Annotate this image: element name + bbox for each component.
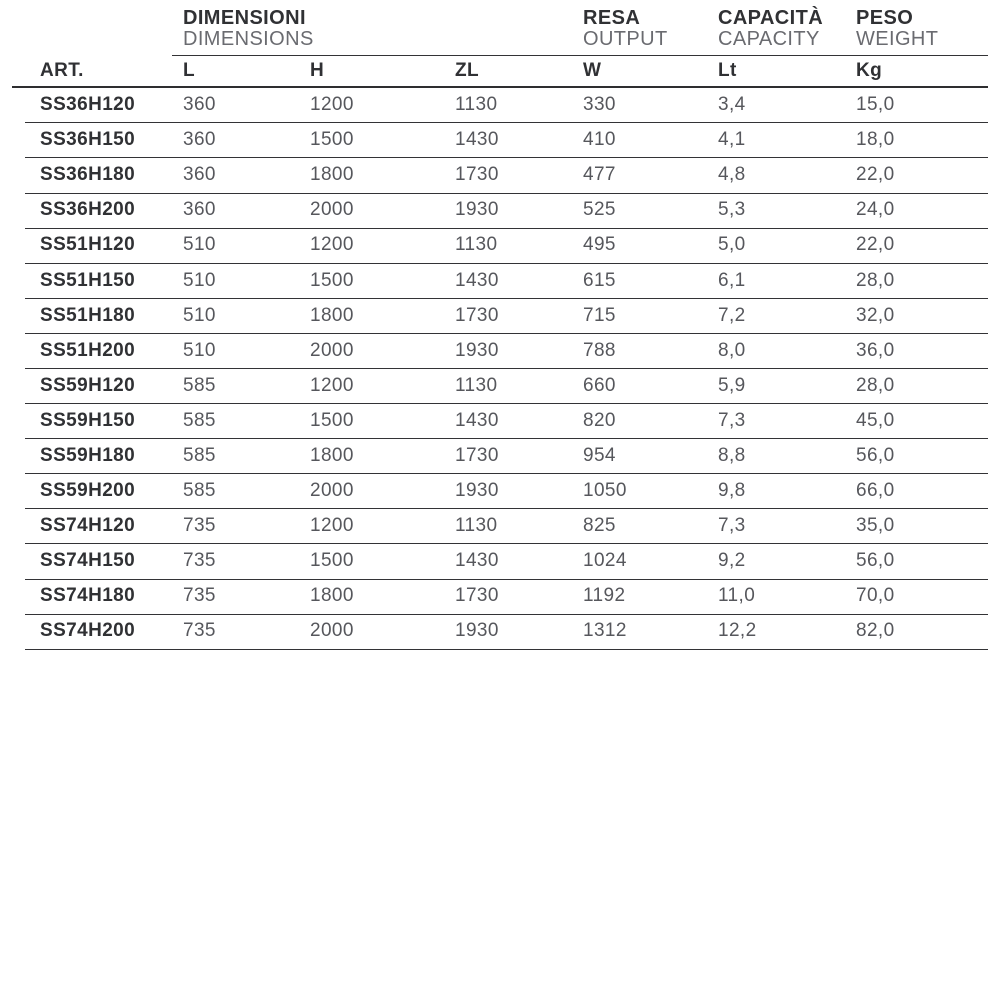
value-cell: 1430 <box>455 269 499 291</box>
value-cell: 1430 <box>455 409 499 431</box>
article-code: SS36H200 <box>40 199 136 221</box>
article-code: SS74H180 <box>40 585 136 607</box>
value-cell: 82,0 <box>856 620 895 642</box>
column-header-row <box>0 56 988 86</box>
value-cell: 1130 <box>455 515 498 537</box>
article-code: SS74H200 <box>40 620 136 642</box>
table-row <box>0 509 988 544</box>
value-cell: 360 <box>183 164 216 186</box>
value-cell: 360 <box>183 129 216 151</box>
value-cell: 660 <box>583 374 616 396</box>
column-header-zl: ZL <box>455 59 480 81</box>
value-cell: 410 <box>583 129 616 151</box>
value-cell: 22,0 <box>856 234 895 256</box>
value-cell: 8,0 <box>718 339 746 361</box>
value-cell: 11,0 <box>718 585 756 607</box>
table-body <box>0 88 988 650</box>
value-cell: 45,0 <box>856 409 895 431</box>
value-cell: 1024 <box>583 550 627 572</box>
table-row <box>0 438 988 473</box>
column-header-h: H <box>310 59 325 81</box>
group-label-it: PESO <box>856 7 914 29</box>
value-cell: 1200 <box>310 94 354 116</box>
value-cell: 1130 <box>455 374 498 396</box>
value-cell: 1312 <box>583 620 627 642</box>
value-cell: 3,4 <box>718 94 746 116</box>
value-cell: 954 <box>583 444 616 466</box>
group-header-weight <box>856 8 988 55</box>
value-cell: 510 <box>183 269 216 291</box>
value-cell: 525 <box>583 199 616 221</box>
value-cell: 12,2 <box>718 620 757 642</box>
value-cell: 56,0 <box>856 444 895 466</box>
value-cell: 735 <box>183 515 216 537</box>
article-code: SS59H200 <box>40 480 136 502</box>
value-cell: 1192 <box>583 585 626 607</box>
group-header-dimensions <box>183 8 583 55</box>
value-cell: 1500 <box>310 129 354 151</box>
article-code: SS74H150 <box>40 550 136 572</box>
value-cell: 2000 <box>310 480 354 502</box>
value-cell: 330 <box>583 94 616 116</box>
table-row <box>0 614 988 649</box>
value-cell: 1730 <box>455 304 499 326</box>
value-cell: 585 <box>183 374 216 396</box>
article-code: SS74H120 <box>40 515 136 537</box>
value-cell: 6,1 <box>718 269 746 291</box>
value-cell: 1200 <box>310 515 354 537</box>
value-cell: 510 <box>183 339 216 361</box>
table-row <box>0 193 988 228</box>
value-cell: 24,0 <box>856 199 895 221</box>
table-row <box>0 88 988 123</box>
column-header-w: W <box>583 59 602 81</box>
value-cell: 5,9 <box>718 374 746 396</box>
value-cell: 2000 <box>310 199 354 221</box>
value-cell: 9,2 <box>718 550 746 572</box>
article-code: SS36H150 <box>40 129 136 151</box>
table-row <box>0 123 988 158</box>
article-code: SS51H200 <box>40 339 136 361</box>
value-cell: 8,8 <box>718 444 746 466</box>
group-label-it: CAPACITÀ <box>718 7 824 29</box>
value-cell: 1130 <box>455 94 498 116</box>
value-cell: 5,0 <box>718 234 746 256</box>
article-code: SS59H180 <box>40 444 136 466</box>
column-header-l: L <box>183 59 196 81</box>
table-row <box>0 263 988 298</box>
group-label-en: OUTPUT <box>583 28 668 50</box>
value-cell: 1500 <box>310 409 354 431</box>
group-header-capacity <box>718 8 856 55</box>
article-code: SS51H120 <box>40 234 136 256</box>
value-cell: 1500 <box>310 550 354 572</box>
article-code: SS59H120 <box>40 374 136 396</box>
value-cell: 56,0 <box>856 550 895 572</box>
value-cell: 585 <box>183 409 216 431</box>
value-cell: 32,0 <box>856 304 895 326</box>
group-label-it: DIMENSIONI <box>183 7 306 29</box>
value-cell: 9,8 <box>718 480 746 502</box>
value-cell: 1730 <box>455 444 499 466</box>
value-cell: 1800 <box>310 444 354 466</box>
value-cell: 360 <box>183 94 216 116</box>
value-cell: 510 <box>183 234 216 256</box>
group-header-output <box>583 8 718 55</box>
article-code: SS59H150 <box>40 409 136 431</box>
value-cell: 18,0 <box>856 129 895 151</box>
value-cell: 510 <box>183 304 216 326</box>
value-cell: 495 <box>583 234 616 256</box>
value-cell: 28,0 <box>856 374 895 396</box>
article-code: SS51H180 <box>40 304 136 326</box>
value-cell: 28,0 <box>856 269 895 291</box>
table-row <box>0 158 988 193</box>
group-label-en: DIMENSIONS <box>183 28 314 50</box>
value-cell: 715 <box>583 304 616 326</box>
value-cell: 7,2 <box>718 304 746 326</box>
group-label-en: CAPACITY <box>718 28 820 50</box>
value-cell: 35,0 <box>856 515 895 537</box>
value-cell: 615 <box>583 269 616 291</box>
value-cell: 1730 <box>455 585 499 607</box>
value-cell: 1200 <box>310 234 354 256</box>
column-header-lt: Lt <box>718 59 737 81</box>
value-cell: 1200 <box>310 374 354 396</box>
value-cell: 1800 <box>310 304 354 326</box>
table-row <box>0 544 988 579</box>
table-row <box>0 368 988 403</box>
value-cell: 585 <box>183 444 216 466</box>
value-cell: 1130 <box>455 234 498 256</box>
article-code: SS36H120 <box>40 94 136 116</box>
value-cell: 66,0 <box>856 480 895 502</box>
value-cell: 1430 <box>455 550 499 572</box>
value-cell: 1050 <box>583 480 627 502</box>
value-cell: 22,0 <box>856 164 895 186</box>
column-header-art: ART. <box>40 59 84 81</box>
table-row <box>0 333 988 368</box>
value-cell: 15,0 <box>856 94 895 116</box>
value-cell: 2000 <box>310 339 354 361</box>
value-cell: 735 <box>183 585 216 607</box>
value-cell: 36,0 <box>856 339 895 361</box>
group-header-row <box>0 0 988 55</box>
value-cell: 820 <box>583 409 616 431</box>
value-cell: 7,3 <box>718 515 746 537</box>
value-cell: 7,3 <box>718 409 746 431</box>
article-code: SS51H150 <box>40 269 136 291</box>
table-row <box>0 228 988 263</box>
column-header-kg: Kg <box>856 59 883 81</box>
value-cell: 1930 <box>455 339 499 361</box>
value-cell: 1930 <box>455 620 499 642</box>
value-cell: 788 <box>583 339 616 361</box>
value-cell: 1800 <box>310 164 354 186</box>
value-cell: 585 <box>183 480 216 502</box>
value-cell: 1930 <box>455 199 499 221</box>
value-cell: 360 <box>183 199 216 221</box>
value-cell: 735 <box>183 620 216 642</box>
group-label-en: WEIGHT <box>856 28 939 50</box>
value-cell: 4,8 <box>718 164 746 186</box>
value-cell: 1730 <box>455 164 499 186</box>
value-cell: 70,0 <box>856 585 895 607</box>
value-cell: 1930 <box>455 480 499 502</box>
value-cell: 5,3 <box>718 199 746 221</box>
table-row <box>0 579 988 614</box>
value-cell: 1430 <box>455 129 499 151</box>
value-cell: 1800 <box>310 585 354 607</box>
value-cell: 825 <box>583 515 616 537</box>
value-cell: 735 <box>183 550 216 572</box>
table-row <box>0 403 988 438</box>
value-cell: 2000 <box>310 620 354 642</box>
group-label-it: RESA <box>583 7 641 29</box>
table-row <box>0 298 988 333</box>
article-code: SS36H180 <box>40 164 136 186</box>
value-cell: 1500 <box>310 269 354 291</box>
value-cell: 477 <box>583 164 616 186</box>
table-row <box>0 474 988 509</box>
value-cell: 4,1 <box>718 129 746 151</box>
